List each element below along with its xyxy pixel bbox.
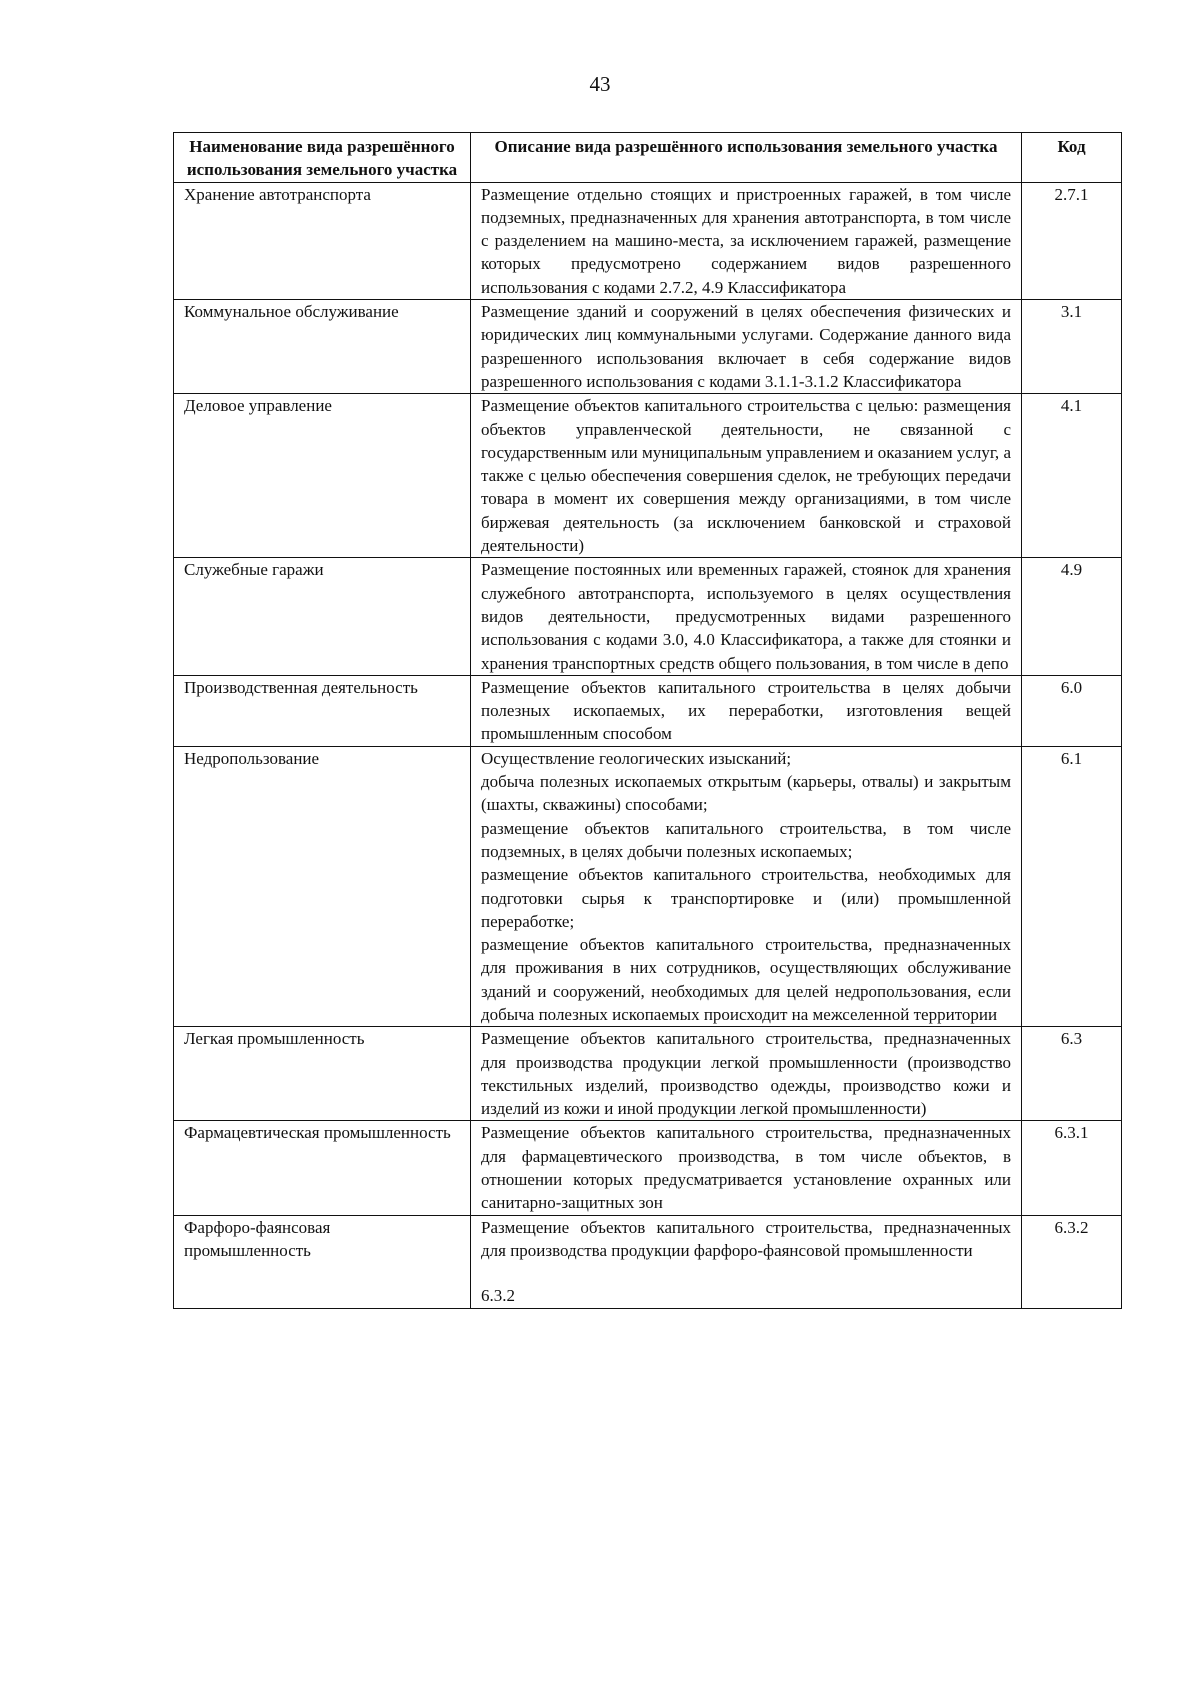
table-row bbox=[174, 1121, 1122, 1215]
use-type-name: Хранение автотранспорта bbox=[174, 182, 471, 299]
header-name: Наименование вида разрешённого использования земельного участка bbox=[174, 133, 471, 183]
use-type-name: Фарфоро-фаянсовая промышленность bbox=[174, 1215, 471, 1308]
table-row bbox=[174, 182, 1122, 299]
use-type-code: 4.9 bbox=[1022, 558, 1122, 675]
use-type-description bbox=[471, 675, 1022, 746]
description-paragraph: Размещение отдельно стоящих и пристроенных гаражей, в том числе подземных, предназначенных для хранения автотранспорта, в том числе с разделением на машино-места, за исключением гаражей, размещение которых предусмотрено содержанием видов разрешенного использования с кодами 2.7.2, 4.9 Классификатора bbox=[481, 184, 1011, 297]
description-paragraph: Размещение объектов капитального строительства, предназначенных для производства продукции легкой промышленности (производство текстильных изделий, производство одежды, производство кожи и изделий из кожи и иной продукции легкой промышленности) bbox=[481, 1029, 1011, 1119]
use-type-name: Деловое управление bbox=[174, 394, 471, 558]
use-type-code: 4.1 bbox=[1022, 394, 1122, 558]
description-paragraph: размещение объектов капитального строительства, предназначенных для проживания в них сотрудников, осуществляющих обслуживание зданий и сооружений, необходимых для целей недропользования, если добыча полезных ископаемых происходит на межселенной территории bbox=[481, 935, 1011, 1024]
use-type-description bbox=[471, 394, 1022, 558]
use-type-description bbox=[471, 746, 1022, 1027]
use-type-code: 6.3.1 bbox=[1022, 1121, 1122, 1215]
description-paragraph: Размещение объектов капитального строительства, предназначенных для фармацевтического производства, в том числе объектов, в отношении которых предусматривается установление охранных или санитарно-защитных зон bbox=[481, 1123, 1011, 1213]
use-type-description bbox=[471, 1027, 1022, 1121]
table-row bbox=[174, 558, 1122, 675]
use-type-description bbox=[471, 558, 1022, 675]
use-type-code: 2.7.1 bbox=[1022, 182, 1122, 299]
description-paragraph: Размещение зданий и сооружений в целях обеспечения физических и юридических лиц коммунальными услугами. Содержание данного вида разрешенного использования включает в себя содержание видов разрешенного использования с кодами 3.1.1-3.1.2 Классификатора bbox=[481, 302, 1011, 391]
use-type-name: Фармацевтическая промышленность bbox=[174, 1121, 471, 1215]
description-paragraph: размещение объектов капитального строительства, в том числе подземных, в целях добычи полезных ископаемых; bbox=[481, 818, 1011, 861]
use-type-description bbox=[471, 182, 1022, 299]
use-type-name: Недропользование bbox=[174, 746, 471, 1027]
use-type-name: Служебные гаражи bbox=[174, 558, 471, 675]
use-type-code: 6.3 bbox=[1022, 1027, 1122, 1121]
description-paragraph: Размещение постоянных или временных гаражей, стоянок для хранения служебного автотранспорта, используемого в целях осуществления видов деятельности, предусмотренных видами разрешенного использования с кодами 3.0, 4.0 Классификатора, а также для стоянки и хранения транспортных средств общего пользования, в том числе в депо bbox=[481, 560, 1011, 673]
use-type-name: Коммунальное обслуживание bbox=[174, 300, 471, 394]
use-type-description bbox=[471, 1121, 1022, 1215]
table-row bbox=[174, 300, 1122, 394]
table-row bbox=[174, 1027, 1122, 1121]
description-paragraph: размещение объектов капитального строительства, необходимых для подготовки сырья к транспортировке и (или) промышленной переработке; bbox=[481, 865, 1011, 931]
use-type-code: 6.3.2 bbox=[1022, 1215, 1122, 1308]
description-paragraph: Размещение объектов капитального строительства в целях добычи полезных ископаемых, их переработки, изготовления вещей промышленным способом bbox=[481, 677, 1011, 744]
table-row bbox=[174, 675, 1122, 746]
page-number: 43 bbox=[589, 72, 611, 96]
header-description: Описание вида разрешённого использования земельного участка bbox=[471, 133, 1022, 183]
description-paragraph: добыча полезных ископаемых открытым (карьеры, отвалы) и закрытым (шахты, скважины) способами; bbox=[481, 772, 1011, 815]
table-row bbox=[174, 394, 1122, 558]
table-header-row bbox=[174, 133, 1122, 183]
use-type-code: 3.1 bbox=[1022, 300, 1122, 394]
land-use-table bbox=[173, 132, 1122, 1309]
use-type-code: 6.1 bbox=[1022, 746, 1122, 1027]
header-code: Код bbox=[1022, 133, 1122, 183]
use-type-description bbox=[471, 300, 1022, 394]
description-trailing-code: 6.3.2 bbox=[481, 1286, 515, 1306]
description-paragraph: Размещение объектов капитального строительства, предназначенных для производства продукции фарфоро-фаянсовой промышленности bbox=[481, 1217, 1011, 1260]
table-body bbox=[174, 182, 1122, 1308]
table-row bbox=[174, 1215, 1122, 1308]
use-type-name: Легкая промышленность bbox=[174, 1027, 471, 1121]
description-paragraph: Осуществление геологических изысканий; bbox=[481, 748, 792, 768]
use-type-code: 6.0 bbox=[1022, 675, 1122, 746]
table-row bbox=[174, 746, 1122, 1027]
description-paragraph: Размещение объектов капитального строительства с целью: размещения объектов управленческой деятельности, не связанной с государственным или муниципальным управлением и оказанием услуг, а также с целью обеспечения совершения сделок, не требующих передачи товара в момент их совершения между организациями, в том числе биржевая деятельность (за исключением банковской и страховой деятельности) bbox=[481, 396, 1011, 556]
use-type-name: Производственная деятельность bbox=[174, 675, 471, 746]
use-type-description bbox=[471, 1215, 1022, 1308]
